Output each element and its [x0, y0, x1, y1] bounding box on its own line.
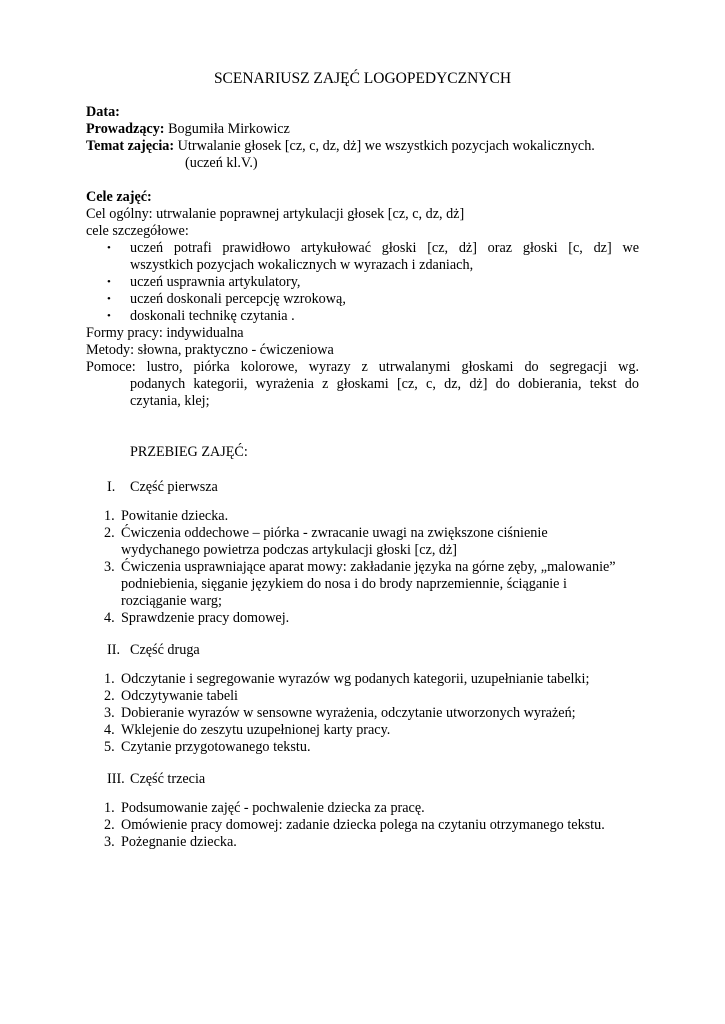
item-number: 4. [104, 722, 115, 738]
part-numeral: III. [107, 771, 125, 787]
part-numeral: II. [107, 642, 120, 658]
list-item: Powitanie dziecka. [121, 508, 229, 524]
goal-item: uczeń doskonali percepcję wzrokową, [130, 291, 346, 307]
item-number: 1. [104, 800, 115, 816]
goal-item-continuation: wszystkich pozycjach wokalicznych w wyrazach i zdaniach, [130, 257, 474, 273]
work-forms: Formy pracy: indywidualna [86, 325, 244, 341]
list-item: Omówienie pracy domowej: zadanie dziecka polega na czytaniu otrzymanego tekstu. [121, 817, 605, 833]
document-title: SCENARIUSZ ZAJĘĆ LOGOPEDYCZNYCH [213, 70, 512, 87]
part-title: Część trzecia [130, 771, 206, 787]
item-number: 2. [104, 817, 115, 833]
aids-line-3: czytania, klej; [130, 393, 210, 409]
goals-heading-text: Cele zajęć: [86, 189, 152, 205]
goal-item: doskonali technikę czytania . [130, 308, 295, 324]
list-item: Wklejenie do zeszytu uzupełnionej karty pracy. [121, 722, 391, 738]
part-title: Część druga [130, 642, 200, 658]
topic-line [86, 138, 595, 155]
list-item: Sprawdzenie pracy domowej. [121, 610, 290, 626]
leader-value: Bogumiła Mirkowicz [164, 121, 290, 137]
list-item: Ćwiczenia usprawniające aparat mowy: zakładanie języka na górne zęby, „malowanie” [121, 559, 616, 575]
item-number: 4. [104, 610, 115, 626]
list-item-continuation: rozciąganie warg; [121, 593, 222, 609]
list-item: Dobieranie wyrazów w sensowne wyrażenia, odczytanie utworzonych wyrażeń; [121, 705, 576, 721]
goals-heading [86, 189, 152, 206]
list-item: Pożegnanie dziecka. [121, 834, 237, 850]
item-number: 3. [104, 559, 115, 575]
item-number: 2. [104, 525, 115, 541]
aids-line-1: Pomoce: lustro, piórka kolorowe, wyrazy z utrwalanymi głoskami do segregacji wg. [86, 359, 639, 375]
list-item: Ćwiczenia oddechowe – piórka - zwracanie uwagi na zwiększone ciśnienie [121, 525, 548, 541]
list-item: Podsumowanie zajęć - pochwalenie dziecka za pracę. [121, 800, 425, 816]
list-item-continuation: podniebienia, sięganie językiem do nosa i do brody naprzemiennie, ściąganie i [121, 576, 567, 592]
bullet-icon: • [107, 242, 111, 254]
methods: Metody: słowna, praktyczno - ćwiczeniowa [86, 342, 334, 358]
goal-item: uczeń usprawnia artykulatory, [130, 274, 301, 290]
part-numeral: I. [107, 479, 116, 495]
list-item: Odczytanie i segregowanie wyrazów wg podanych kategorii, uzupełnianie tabelki; [121, 671, 590, 687]
list-item: Czytanie przygotowanego tekstu. [121, 739, 311, 755]
topic-note: (uczeń kl.V.) [185, 155, 258, 171]
specific-goals-label: cele szczegółowe: [86, 223, 189, 239]
bullet-icon: • [107, 276, 111, 288]
general-goal: Cel ogólny: utrwalanie poprawnej artykulacji głosek [cz, c, dz, dż] [86, 206, 465, 222]
aids-line-2: podanych kategorii, wyrażenia z głoskami [cz, c, dz, dż] do dobierania, tekst do [130, 376, 639, 392]
bullet-icon: • [107, 310, 111, 322]
list-item: Odczytywanie tabeli [121, 688, 238, 704]
date-line [86, 104, 120, 121]
goal-item: uczeń potrafi prawidłowo artykułować głoski [cz, dż] oraz głoski [c, dz] we [130, 240, 639, 256]
list-item-continuation: wydychanego powietrza podczas artykulacji głoski [cz, dż] [121, 542, 458, 558]
item-number: 5. [104, 739, 115, 755]
course-heading: PRZEBIEG ZAJĘĆ: [130, 444, 248, 460]
item-number: 2. [104, 688, 115, 704]
leader-label: Prowadzący: [86, 121, 165, 137]
item-number: 1. [104, 508, 115, 524]
part-title: Część pierwsza [130, 479, 218, 495]
item-number: 1. [104, 671, 115, 687]
date-label: Data: [86, 104, 120, 120]
leader-line [86, 121, 290, 138]
item-number: 3. [104, 834, 115, 850]
topic-value: Utrwalanie głosek [cz, c, dz, dż] we wszystkich pozycjach wokalicznych. [174, 138, 595, 154]
item-number: 3. [104, 705, 115, 721]
bullet-icon: • [107, 293, 111, 305]
topic-label: Temat zajęcia: [86, 138, 175, 154]
